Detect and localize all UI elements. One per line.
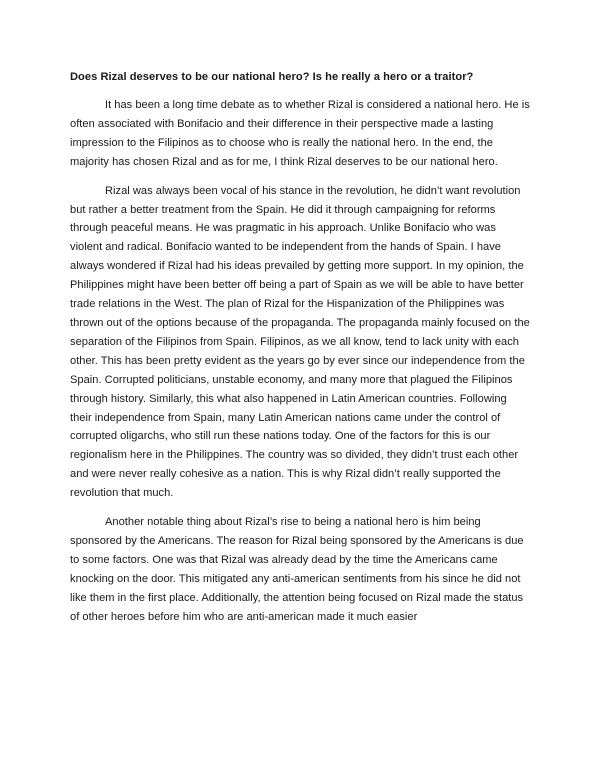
document-title: Does Rizal deserves to be our national hero? Is he really a hero or a traitor? (70, 71, 474, 83)
paragraph-1: It has been a long time debate as to whether Rizal is considered a national hero. He is often associated with Bonifacio and their difference in their perspective made a lasting impression to the Filipinos as to choose who is really the national hero. In the end, the majority has chosen Rizal and as for me, I think Rizal deserves to be our national hero. (70, 99, 530, 168)
document-body (70, 68, 530, 636)
paragraph-3: Another notable thing about Rizal’s rise to being a national hero is him being sponsored by the Americans. The reason for Rizal being sponsored by the Americans is due to some factors. One was that Rizal was already dead by the time the Americans came knocking on the door. This mitigated any anti-american sentiments from his since he did not like them in the first place. Additionally, the attention being focused on Rizal made the status of other heroes before him who are anti-american made it much easier (70, 516, 524, 623)
paragraph-2: Rizal was always been vocal of his stance in the revolution, he didn’t want revolution but rather a better treatment from the Spain. He did it through campaigning for reforms through peaceful means. He was pragmatic in his approach. Unlike Bonifacio who was violent and radical. Bonifacio wanted to be independent from the hands of Spain. I have always wondered if Rizal had his ideas prevailed by getting more support. In my opinion, the Philippines might have been better off being a part of Spain as we will be able to have better trade relations in the West. The plan of Rizal for the Hispanization of the Philippines was thrown out of the options because of the propaganda. The propaganda mainly focused on the separation of the Filipinos from Spain. Filipinos, as we all know, tend to lack unity with each other. This has been pretty evident as the years go by ever since our independence from the Spain. Corrupted politicians, unstable economy, and many more that plagued the Filipinos through history. Similarly, this what also happened in Latin American countries. Following their independence from Spain, many Latin American nations came under the control of corrupted oligarchs, who still run these nations today. One of the factors for this is our regionalism here in the Philippines. The country was so divided, they didn’t trust each other and were never really cohesive as a nation. This is why Rizal didn’t really supported the revolution that much. (70, 184, 530, 500)
